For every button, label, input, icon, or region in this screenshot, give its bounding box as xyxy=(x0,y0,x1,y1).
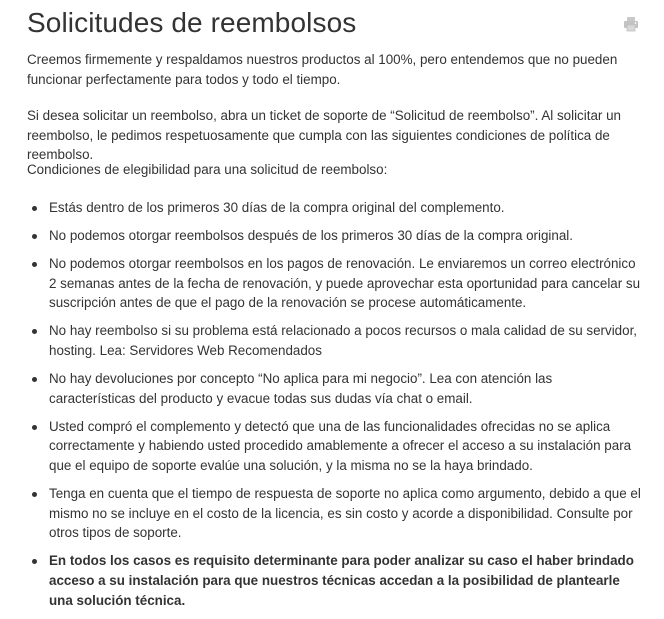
bullet xyxy=(32,262,37,267)
list-item: Estás dentro de los primeros 30 días de la compra original del complemento. xyxy=(27,198,641,218)
list-item: No podemos otorgar reembolsos después de los primeros 30 días de la compra original. xyxy=(27,226,641,246)
bullet xyxy=(32,492,37,497)
bullet xyxy=(32,329,37,334)
bullet xyxy=(32,377,37,382)
list-item: No podemos otorgar reembolsos en los pagos de renovación. Le enviaremos un correo electrónico 2 semanas antes de la fecha de renovación, y puede aprovechar esta oportunidad para cancelar su suscripción antes de que el pago de la renovación se procese automáticamente. xyxy=(27,254,641,313)
list-item: No hay reembolso si su problema está relacionado a pocos recursos o mala calidad de su servidor, hosting. Lea: Servidores Web Recomendados xyxy=(27,321,641,360)
bullet xyxy=(32,425,37,430)
print-icon[interactable] xyxy=(623,16,639,32)
list-item: Usted compró el complemento y detectó que una de las funcionalidades ofrecidas no se aplica correctamente y habiendo usted procedido amablemente a ofrecer el acceso a su instalación para que el equipo de soporte evalúe una solución, y la misma no se la haya brindado. xyxy=(27,417,641,476)
bullet xyxy=(32,559,37,564)
conditions-list xyxy=(27,198,641,619)
list-item: En todos los casos es requisito determinante para poder analizar su caso el haber brindado acceso a su instalación para que nuestros técnicas accedan a la posibilidad de plantearle una solución técnica. xyxy=(27,551,641,610)
page-title: Solicitudes de reembolsos xyxy=(27,7,357,38)
intro-paragraph: Creemos firmemente y respaldamos nuestros productos al 100%, pero entendemos que no pueden funcionar perfectamente para todos y todo el tiempo. xyxy=(27,52,618,87)
bullet xyxy=(32,234,37,239)
list-item: No hay devoluciones por concepto “No aplica para mi negocio”. Lea con atención las características del producto y evacue todas sus dudas vía chat o email. xyxy=(27,369,641,408)
request-paragraph: Si desea solicitar un reembolso, abra un ticket de soporte de “Solicitud de reembolso”. Al solicitar un reembolso, le pedimos respetuosamente que cumpla con las siguientes condiciones de política de reembolso. xyxy=(27,108,621,163)
conditions-heading: Condiciones de elegibilidad para una solicitud de reembolso: xyxy=(27,162,388,177)
bullet xyxy=(32,206,37,211)
list-item: Tenga en cuenta que el tiempo de respuesta de soporte no aplica como argumento, debido a que el mismo no se incluye en el costo de la licencia, es sin costo y acorde a disponibilidad. Consulte por otros tipos de soporte. xyxy=(27,484,641,543)
